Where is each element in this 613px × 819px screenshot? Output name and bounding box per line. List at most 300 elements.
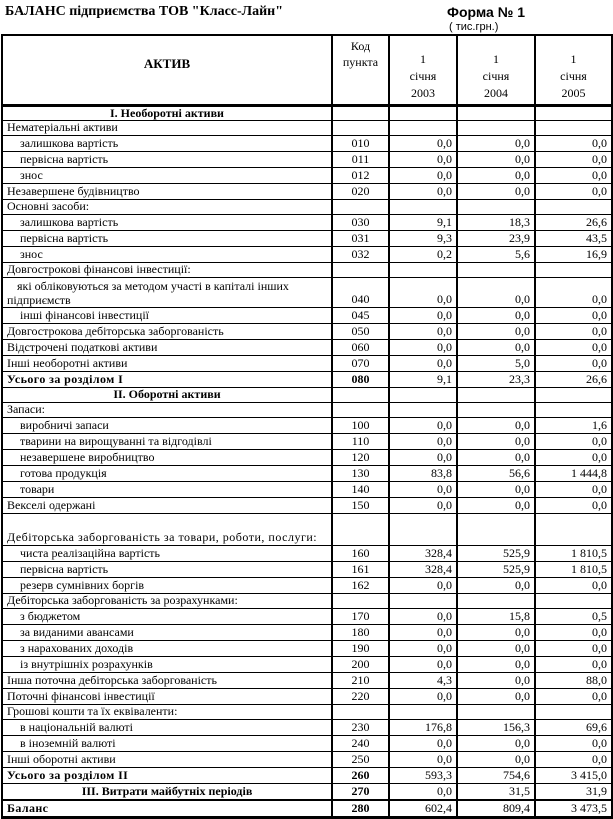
- row-value-2004: 0,0: [457, 497, 535, 513]
- row-label: Грошові кошти та їх еквіваленти:: [7, 704, 178, 718]
- row-value-2004: 0,0: [457, 339, 535, 355]
- code-header-line2: пункта: [342, 55, 379, 69]
- row-value-2003: [389, 704, 457, 719]
- row-value-2003: 83,8: [389, 465, 457, 481]
- table-row: [2, 355, 612, 371]
- table-row: [2, 167, 612, 183]
- row-label: Баланс: [7, 800, 49, 815]
- table-row: [2, 449, 612, 465]
- row-code-cell: 230: [332, 719, 389, 735]
- row-label: Дебіторська заборгованість за товари, роботи, послуги:: [7, 529, 318, 544]
- table-row: [2, 339, 612, 355]
- row-value-2005: [535, 262, 612, 277]
- row-label-cell: [2, 800, 332, 818]
- date-day: 1: [420, 51, 426, 66]
- row-value-2004: 23,9: [457, 230, 535, 246]
- row-label: III. Витрати майбутніх періодів: [81, 783, 253, 798]
- row-label: Усього за розділом I: [7, 371, 124, 386]
- row-code-cell: [332, 262, 389, 277]
- column-header-jan-2004: [457, 35, 535, 105]
- table-row: [2, 481, 612, 497]
- date-day: 1: [570, 51, 577, 66]
- row-code-cell: 240: [332, 735, 389, 751]
- row-label-cell: [2, 751, 332, 767]
- row-label-cell: [2, 230, 332, 246]
- row-code-cell: 120: [332, 449, 389, 465]
- column-header-asset: АКТИВ: [2, 35, 332, 105]
- table-row: [2, 593, 612, 608]
- row-label-cell: [2, 214, 332, 230]
- row-value-2003: 328,4: [389, 561, 457, 577]
- row-label-cell: [2, 387, 332, 402]
- row-value-2005: 0,0: [535, 481, 612, 497]
- row-value-2005: [535, 402, 612, 417]
- row-value-2004: [457, 513, 535, 545]
- table-row: [2, 783, 612, 800]
- table-row: [2, 640, 612, 656]
- row-label-cell: [2, 735, 332, 751]
- units-label: ( тис.грн.): [449, 21, 499, 33]
- column-header-jan-2003: [389, 35, 457, 105]
- row-value-2005: 0,0: [535, 656, 612, 672]
- row-value-2005: 0,0: [535, 307, 612, 323]
- row-label: Запаси:: [7, 402, 46, 416]
- table-row: [2, 561, 612, 577]
- row-value-2004: 31,5: [457, 783, 535, 800]
- row-value-2004: 0,0: [457, 151, 535, 167]
- row-value-2004: 0,0: [457, 624, 535, 640]
- row-code-cell: 161: [332, 561, 389, 577]
- row-label: незавершене виробництво: [20, 449, 155, 464]
- row-label: Векселі одержані: [7, 497, 96, 512]
- row-value-2004: 56,6: [457, 465, 535, 481]
- row-label-cell: [2, 624, 332, 640]
- row-code-cell: 160: [332, 545, 389, 561]
- row-label-cell: [2, 513, 332, 545]
- row-value-2005: 0,0: [535, 433, 612, 449]
- table-row: [2, 577, 612, 593]
- row-label: Інші оборотні активи: [7, 751, 116, 766]
- row-value-2005: [535, 387, 612, 402]
- document-header: [1, 3, 611, 33]
- row-label-cell: [2, 561, 332, 577]
- row-value-2005: 16,9: [535, 246, 612, 262]
- row-value-2004: [457, 402, 535, 417]
- row-label: I. Необоротні активи: [110, 105, 224, 120]
- row-value-2004: 0,0: [457, 307, 535, 323]
- row-code-cell: 170: [332, 608, 389, 624]
- row-code-cell: 010: [332, 135, 389, 151]
- row-label-cell: [2, 672, 332, 688]
- row-label: первісна вартість: [20, 561, 109, 576]
- row-label: інші фінансові інвестиції: [20, 307, 149, 322]
- row-label-cell: [2, 402, 332, 417]
- row-value-2003: 0,0: [389, 323, 457, 339]
- row-label: Незавершене будівництво: [7, 183, 140, 198]
- table-row: [2, 735, 612, 751]
- row-code-cell: 280: [332, 800, 389, 818]
- row-value-2005: 0,0: [535, 449, 612, 465]
- row-value-2003: 9,1: [389, 371, 457, 387]
- row-value-2005: 26,6: [535, 371, 612, 387]
- row-label-cell: [2, 339, 332, 355]
- row-value-2003: [389, 593, 457, 608]
- row-label-cell: [2, 323, 332, 339]
- row-value-2003: 0,0: [389, 433, 457, 449]
- row-value-2005: 0,0: [535, 135, 612, 151]
- row-label-cell: [2, 719, 332, 735]
- row-value-2004: [457, 704, 535, 719]
- row-value-2005: 31,9: [535, 783, 612, 800]
- table-row: [2, 277, 612, 307]
- row-label-cell: [2, 497, 332, 513]
- row-label-cell: [2, 277, 332, 307]
- row-label-cell: [2, 105, 332, 120]
- row-value-2003: 0,0: [389, 449, 457, 465]
- row-value-2005: 0,0: [535, 339, 612, 355]
- code-header-line1: Код: [350, 39, 371, 53]
- table-row: [2, 323, 612, 339]
- row-value-2005: 88,0: [535, 672, 612, 688]
- row-value-2003: 0,0: [389, 608, 457, 624]
- table-row: [2, 656, 612, 672]
- date-month: січня: [482, 68, 510, 83]
- row-code-cell: 070: [332, 355, 389, 371]
- table-row: [2, 135, 612, 151]
- row-code-cell: [332, 593, 389, 608]
- row-value-2004: [457, 199, 535, 214]
- row-value-2003: 602,4: [389, 800, 457, 818]
- date-day: 1: [493, 51, 499, 66]
- row-label-cell: [2, 449, 332, 465]
- row-code-cell: 200: [332, 656, 389, 672]
- row-code-cell: 270: [332, 783, 389, 800]
- row-code-cell: 110: [332, 433, 389, 449]
- row-label: первісна вартість: [20, 230, 109, 245]
- row-label: чиста реалізаційна вартість: [20, 545, 161, 560]
- row-label: з нарахованих доходів: [20, 640, 134, 655]
- row-label-cell: [2, 120, 332, 135]
- table-row: [2, 120, 612, 135]
- row-label: Довгострокова дебіторська заборгованість: [7, 323, 224, 338]
- row-label: готова продукція: [20, 465, 107, 480]
- row-value-2003: 328,4: [389, 545, 457, 561]
- row-value-2004: 0,0: [457, 449, 535, 465]
- row-code-cell: 140: [332, 481, 389, 497]
- column-header-code: [332, 35, 389, 105]
- row-value-2003: [389, 120, 457, 135]
- row-value-2003: 0,0: [389, 656, 457, 672]
- table-row: [2, 371, 612, 387]
- column-header-jan-2005: [535, 35, 612, 105]
- row-label-cell: [2, 183, 332, 199]
- row-label-cell: [2, 640, 332, 656]
- row-code-cell: 045: [332, 307, 389, 323]
- row-value-2004: 23,3: [457, 371, 535, 387]
- row-value-2003: [389, 105, 457, 120]
- row-value-2005: 0,0: [535, 323, 612, 339]
- row-value-2004: 15,8: [457, 608, 535, 624]
- row-code-cell: 080: [332, 371, 389, 387]
- row-code-cell: [332, 120, 389, 135]
- row-value-2004: 0,0: [457, 672, 535, 688]
- row-label-cell: [2, 262, 332, 277]
- row-label: які обліковуються за методом участі в капіталі інших підприємств: [7, 278, 289, 307]
- row-code-cell: 162: [332, 577, 389, 593]
- row-value-2003: [389, 387, 457, 402]
- row-code-cell: 012: [332, 167, 389, 183]
- row-value-2004: 0,0: [457, 323, 535, 339]
- row-value-2004: [457, 120, 535, 135]
- row-value-2003: 0,2: [389, 246, 457, 262]
- table-row: [2, 688, 612, 704]
- row-label-cell: [2, 545, 332, 561]
- form-info-block: [447, 4, 607, 33]
- date-year: 2004: [484, 85, 508, 100]
- table-row: [2, 199, 612, 214]
- row-value-2004: 5,0: [457, 355, 535, 371]
- row-value-2005: [535, 120, 612, 135]
- row-label-cell: [2, 417, 332, 433]
- table-row: [2, 672, 612, 688]
- row-label: Поточні фінансові інвестиції: [7, 688, 155, 703]
- row-value-2005: 0,0: [535, 151, 612, 167]
- row-value-2005: 0,0: [535, 751, 612, 767]
- row-code-cell: 031: [332, 230, 389, 246]
- row-label: Інша поточна дебіторська заборгованість: [7, 672, 217, 687]
- row-value-2004: 0,0: [457, 481, 535, 497]
- row-code-cell: 100: [332, 417, 389, 433]
- row-value-2005: 3 473,5: [535, 800, 612, 818]
- table-row: [2, 497, 612, 513]
- row-value-2003: 0,0: [389, 307, 457, 323]
- table-row: [2, 767, 612, 783]
- row-value-2003: 0,0: [389, 640, 457, 656]
- row-label-cell: [2, 481, 332, 497]
- form-number-label: Форма № 1: [447, 4, 525, 20]
- row-value-2005: 1 444,8: [535, 465, 612, 481]
- row-label-cell: [2, 577, 332, 593]
- document-title: БАЛАНС підприємства ТОВ "Класс-Лайн": [5, 4, 284, 19]
- row-label-cell: [2, 371, 332, 387]
- date-month: січня: [560, 68, 587, 83]
- row-value-2005: 0,0: [535, 355, 612, 371]
- row-value-2004: 0,0: [457, 735, 535, 751]
- row-value-2005: 0,0: [535, 624, 612, 640]
- row-value-2004: [457, 105, 535, 120]
- row-value-2004: 0,0: [457, 433, 535, 449]
- row-value-2005: 0,5: [535, 608, 612, 624]
- row-label-cell: [2, 355, 332, 371]
- row-value-2005: 43,5: [535, 230, 612, 246]
- table-row: [2, 800, 612, 818]
- balance-table: [1, 34, 613, 819]
- row-value-2004: 0,0: [457, 751, 535, 767]
- row-label-cell: [2, 135, 332, 151]
- row-label-cell: [2, 465, 332, 481]
- row-code-cell: 020: [332, 183, 389, 199]
- row-value-2005: 0,0: [535, 497, 612, 513]
- row-label: в національній валюті: [20, 719, 133, 734]
- table-row: [2, 151, 612, 167]
- row-code-cell: 150: [332, 497, 389, 513]
- row-value-2004: 0,0: [457, 167, 535, 183]
- row-value-2004: 0,0: [457, 656, 535, 672]
- row-label: Усього за розділом II: [7, 767, 129, 782]
- row-value-2003: 0,0: [389, 688, 457, 704]
- row-label-cell: [2, 608, 332, 624]
- row-value-2005: 69,6: [535, 719, 612, 735]
- row-value-2004: [457, 262, 535, 277]
- row-code-cell: 050: [332, 323, 389, 339]
- row-label: залишкова вартість: [20, 214, 119, 229]
- row-label: в іноземній валюті: [20, 735, 116, 750]
- row-label: резерв сумнівних боргів: [20, 577, 145, 592]
- row-label: тварини на вирощуванні та відгодівлі: [20, 433, 212, 448]
- table-row: [2, 417, 612, 433]
- row-value-2005: 1,6: [535, 417, 612, 433]
- row-value-2005: 26,6: [535, 214, 612, 230]
- row-value-2003: 593,3: [389, 767, 457, 783]
- row-value-2005: 3 415,0: [535, 767, 612, 783]
- row-code-cell: 060: [332, 339, 389, 355]
- row-label-cell: [2, 307, 332, 323]
- row-value-2003: 0,0: [389, 355, 457, 371]
- row-value-2003: 0,0: [389, 151, 457, 167]
- row-value-2004: 18,3: [457, 214, 535, 230]
- table-row: [2, 465, 612, 481]
- table-row: [2, 624, 612, 640]
- row-value-2004: [457, 593, 535, 608]
- row-value-2003: [389, 262, 457, 277]
- row-code-cell: [332, 105, 389, 120]
- row-label-cell: [2, 688, 332, 704]
- row-label-cell: [2, 656, 332, 672]
- row-label: знос: [20, 246, 43, 261]
- row-value-2005: 0,0: [535, 688, 612, 704]
- row-code-cell: 190: [332, 640, 389, 656]
- row-value-2003: 9,1: [389, 214, 457, 230]
- row-value-2004: 0,0: [457, 577, 535, 593]
- row-code-cell: 011: [332, 151, 389, 167]
- row-value-2005: [535, 704, 612, 719]
- row-label-cell: [2, 593, 332, 608]
- row-value-2003: 0,0: [389, 751, 457, 767]
- row-value-2005: 0,0: [535, 577, 612, 593]
- row-value-2003: 0,0: [389, 135, 457, 151]
- row-code-cell: 030: [332, 214, 389, 230]
- row-label-cell: [2, 767, 332, 783]
- row-value-2003: 0,0: [389, 167, 457, 183]
- row-code-cell: 130: [332, 465, 389, 481]
- row-value-2003: 0,0: [389, 339, 457, 355]
- table-row: [2, 183, 612, 199]
- row-label-cell: [2, 246, 332, 262]
- row-value-2003: [389, 402, 457, 417]
- row-label: Дебіторська заборгованість за розрахунками:: [7, 593, 238, 607]
- table-row: [2, 545, 612, 561]
- row-code-cell: 180: [332, 624, 389, 640]
- table-row: [2, 513, 612, 545]
- row-code-cell: [332, 513, 389, 545]
- row-value-2003: 0,0: [389, 497, 457, 513]
- row-label-cell: [2, 199, 332, 214]
- row-value-2004: 0,0: [457, 417, 535, 433]
- table-row: [2, 262, 612, 277]
- table-row: [2, 704, 612, 719]
- row-label: II. Оборотні активи: [113, 387, 221, 401]
- table-header-row: [2, 35, 612, 105]
- table-row: [2, 433, 612, 449]
- row-label-cell: [2, 433, 332, 449]
- row-value-2003: [389, 513, 457, 545]
- row-value-2004: 156,3: [457, 719, 535, 735]
- table-row: [2, 214, 612, 230]
- row-value-2003: 9,3: [389, 230, 457, 246]
- table-row: [2, 246, 612, 262]
- row-value-2004: 754,6: [457, 767, 535, 783]
- row-value-2005: [535, 105, 612, 120]
- row-code-cell: 220: [332, 688, 389, 704]
- table-row: [2, 402, 612, 417]
- row-value-2003: 0,0: [389, 783, 457, 800]
- row-value-2003: 0,0: [389, 183, 457, 199]
- row-label: Інші необоротні активи: [7, 355, 128, 370]
- row-label-cell: [2, 167, 332, 183]
- row-code-cell: [332, 387, 389, 402]
- row-value-2005: 0,0: [535, 183, 612, 199]
- table-row: [2, 751, 612, 767]
- row-label: Довгострокові фінансові інвестиції:: [7, 262, 191, 276]
- row-code-cell: 260: [332, 767, 389, 783]
- row-value-2005: 0,0: [535, 277, 612, 307]
- row-value-2003: 0,0: [389, 624, 457, 640]
- row-value-2003: 0,0: [389, 735, 457, 751]
- row-value-2003: 0,0: [389, 417, 457, 433]
- table-row: [2, 230, 612, 246]
- date-month: січня: [409, 68, 437, 83]
- row-label: первісна вартість: [20, 151, 109, 166]
- row-value-2005: [535, 199, 612, 214]
- table-row: [2, 387, 612, 402]
- row-label: товари: [20, 481, 55, 496]
- row-value-2003: 4,3: [389, 672, 457, 688]
- row-label: Нематеріальні активи: [7, 120, 118, 134]
- row-value-2003: 0,0: [389, 481, 457, 497]
- row-label: із внутрішніх розрахунків: [20, 656, 153, 671]
- row-code-cell: 040: [332, 277, 389, 307]
- table-row: [2, 307, 612, 323]
- row-label-cell: [2, 783, 332, 800]
- row-label: залишкова вартість: [20, 135, 119, 150]
- row-code-cell: [332, 199, 389, 214]
- row-value-2004: 0,0: [457, 688, 535, 704]
- row-value-2004: 0,0: [457, 640, 535, 656]
- row-value-2004: 0,0: [457, 183, 535, 199]
- table-row: [2, 105, 612, 120]
- row-value-2003: 0,0: [389, 277, 457, 307]
- row-value-2004: 0,0: [457, 277, 535, 307]
- row-value-2005: 0,0: [535, 640, 612, 656]
- date-year: 2005: [561, 85, 586, 100]
- table-row: [2, 719, 612, 735]
- row-value-2005: [535, 593, 612, 608]
- row-code-cell: 032: [332, 246, 389, 262]
- date-year: 2003: [411, 85, 435, 100]
- row-code-cell: 210: [332, 672, 389, 688]
- row-value-2005: 0,0: [535, 167, 612, 183]
- row-label: Відстрочені податкові активи: [7, 339, 158, 354]
